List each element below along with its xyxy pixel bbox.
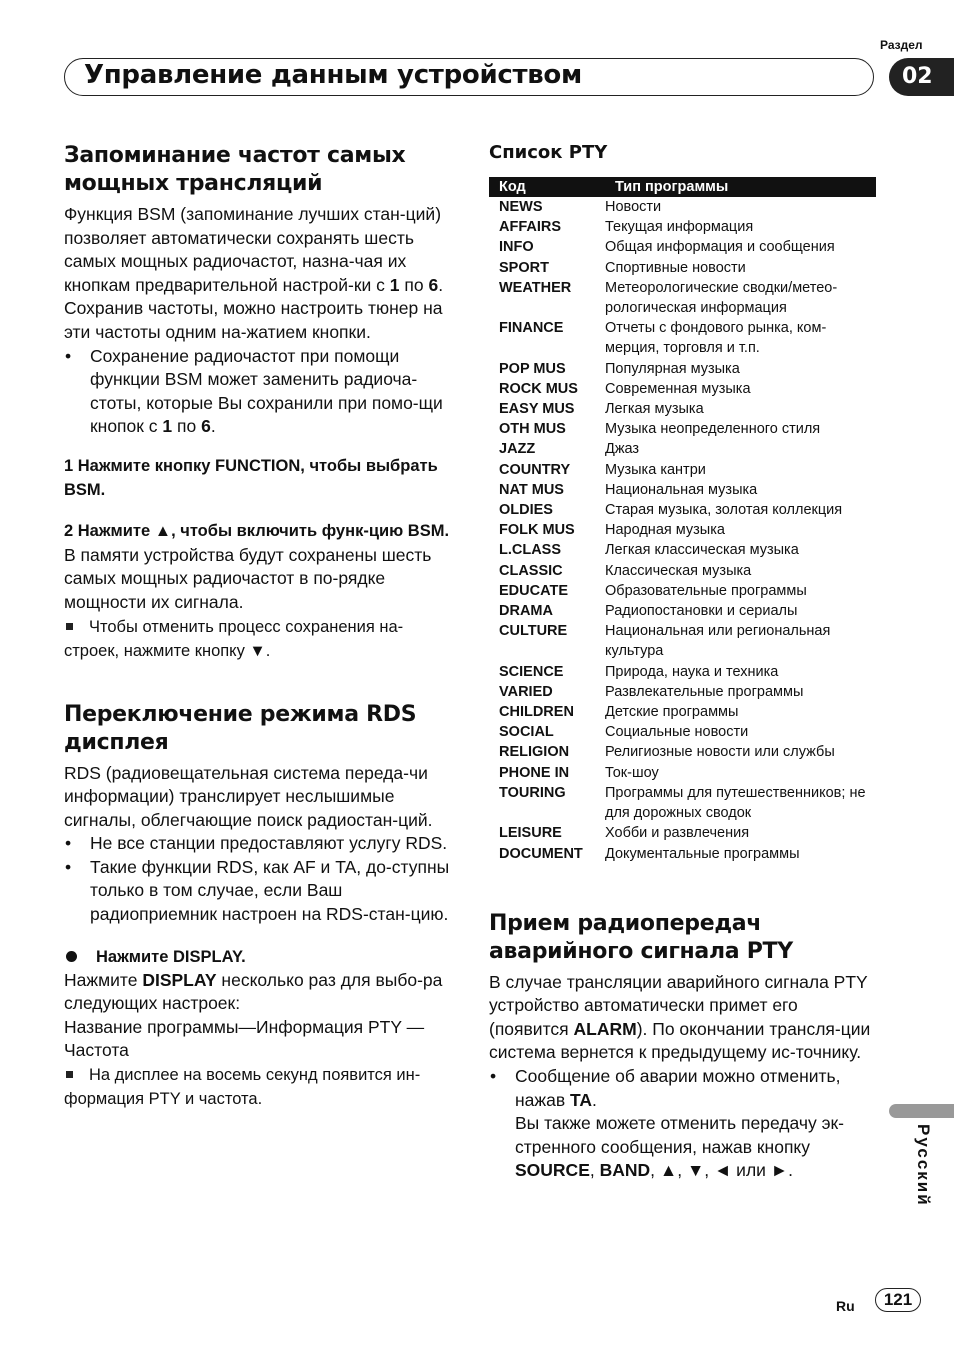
bsm-step-2-text: В памяти устройства будут сохранены шесть самых мощных радиочастот в по-рядке мощности их сигнала.	[64, 544, 432, 612]
pty-code: FINANCE	[499, 320, 564, 337]
table-row	[489, 783, 876, 823]
pty-code: SPORT	[499, 259, 549, 276]
table-row	[489, 217, 876, 237]
pty-type: Джаз	[605, 441, 640, 458]
table-row	[489, 439, 876, 459]
pty-type: Национальная или региональная культура	[605, 623, 831, 660]
table-row	[489, 601, 876, 621]
rds-heading: Переключение режима RDS дисплея	[64, 701, 417, 755]
rds-step-text: Нажмите DISPLAY несколько раз для выбо-ра следующих настроек:	[64, 969, 443, 1014]
table-row	[489, 763, 876, 783]
pty-list-heading: Список PTY	[489, 142, 608, 163]
table-row	[489, 258, 876, 278]
pty-code: WEATHER	[499, 279, 572, 296]
pty-type: Метеорологические сводки/метео-рологическая информация	[605, 279, 838, 317]
alarm-bullets	[489, 1065, 876, 1183]
pty-code: RELIGION	[499, 744, 570, 761]
pty-code: VARIED	[499, 683, 553, 700]
table-row	[489, 480, 876, 500]
list-item: • Сохранение радиочастот при помощи функции BSM может заменить радиоча-стоты, которые Вы сохранили при помо-щи кнопок с 1 по 6.	[64, 345, 456, 439]
page-number: 121	[875, 1288, 921, 1312]
pty-code: SOCIAL	[499, 724, 554, 741]
table-row	[489, 359, 876, 379]
pty-code: CHILDREN	[499, 704, 574, 721]
pty-type: Общая информация и сообщения	[605, 239, 835, 256]
pty-code: L.CLASS	[499, 542, 562, 559]
pty-type: Классическая музыка	[605, 562, 752, 579]
table-row	[489, 197, 876, 217]
pty-type: Социальные новости	[605, 724, 749, 741]
pty-code: FOLK MUS	[499, 522, 575, 539]
pty-type: Музыка кантри	[605, 461, 706, 478]
pty-type: Документальные программы	[605, 845, 800, 862]
pty-code: AFFAIRS	[499, 219, 562, 236]
pty-type: Программы для путешественников; не для дорожных сводок	[605, 784, 866, 822]
pty-code: ROCK MUS	[499, 380, 578, 397]
pty-code: OTH MUS	[499, 421, 566, 438]
table-row	[489, 844, 876, 864]
pty-code: EDUCATE	[499, 582, 569, 599]
rds-options: Название программы—Информация PTY —Частота	[64, 1016, 425, 1061]
pty-code: TOURING	[499, 784, 566, 801]
table-row	[489, 460, 876, 480]
table-row	[489, 379, 876, 399]
pty-code: NAT MUS	[499, 481, 564, 498]
pty-code: JAZZ	[499, 441, 536, 458]
pty-type: Образовательные программы	[605, 582, 807, 599]
pty-code: COUNTRY	[499, 461, 571, 478]
right-column	[489, 142, 876, 1183]
pty-type: Ток-шоу	[605, 764, 659, 781]
pty-type: Национальная музыка	[605, 481, 758, 498]
table-row	[489, 702, 876, 722]
pty-type: Старая музыка, золотая коллекция	[605, 502, 843, 519]
rds-intro: RDS (радиовещательная система переда-чи информации) транслирует неслышимые сигналы, облегчающие поиск радиостан-ций.	[64, 762, 433, 830]
section-label: Раздел	[880, 38, 923, 52]
pty-type: Религиозные новости или службы	[605, 744, 835, 761]
table-row	[489, 500, 876, 520]
pty-type: Текущая информация	[605, 219, 754, 236]
pty-table-body	[489, 197, 876, 864]
pty-code: PHONE IN	[499, 764, 570, 781]
column-header-code: Код	[489, 177, 605, 197]
table-row	[489, 419, 876, 439]
pty-code: CLASSIC	[499, 562, 563, 579]
table-row	[489, 237, 876, 257]
table-row	[489, 278, 876, 318]
pty-type: Новости	[605, 199, 662, 215]
pty-code: DRAMA	[499, 603, 553, 620]
table-row	[489, 621, 876, 661]
language-tab	[889, 1104, 954, 1118]
pty-code: NEWS	[499, 199, 543, 215]
language-label: Русский	[914, 1124, 933, 1207]
table-row	[489, 682, 876, 702]
pty-type: Народная музыка	[605, 522, 725, 539]
table-header-row	[489, 177, 876, 197]
pty-code: POP MUS	[499, 360, 566, 377]
bsm-bullets	[64, 345, 456, 439]
alarm-heading: Прием радиопередач аварийного сигнала PTY	[489, 910, 793, 964]
left-column	[64, 142, 456, 1111]
pty-type: Развлекательные программы	[605, 683, 804, 700]
pty-code: DOCUMENT	[499, 845, 583, 862]
bsm-step-2: 2 Нажмите ▲, чтобы включить функ-цию BSM.	[64, 522, 450, 541]
bsm-note: Чтобы отменить процесс сохранения на-строек, нажмите кнопку ▼.	[64, 615, 456, 663]
pty-code: CULTURE	[499, 623, 568, 640]
table-row	[489, 318, 876, 358]
table-row	[489, 581, 876, 601]
list-item: • Не все станции предоставляют услугу RDS.	[64, 832, 456, 856]
pty-table	[489, 177, 876, 864]
table-row	[489, 399, 876, 419]
bsm-intro: Функция BSM (запоминание лучших стан-ций) позволяет автоматически сохранять шесть самых мощных радиочастот, назна-чая их кнопкам предварительной настрой-ки с 1 по 6. Сохранив частоты, можно настроить тюнер на эти частоты одним на-жатием кнопки.	[64, 204, 444, 342]
table-row	[489, 520, 876, 540]
bsm-heading: Запоминание частот самых мощных трансляций	[64, 143, 406, 196]
pty-type: Природа, наука и техника	[605, 663, 779, 680]
pty-code: INFO	[499, 239, 534, 256]
pty-type: Спортивные новости	[605, 259, 746, 276]
table-row	[489, 540, 876, 560]
list-item: • Сообщение об аварии можно отменить, нажав TA. Вы также можете отменить передачу эк-стренного сообщения, нажав кнопку SOURCE, BAND, ▲, ▼, ◄ или ►.	[489, 1065, 876, 1183]
rds-note: На дисплее на восемь секунд появится ин-формация PTY и частота.	[64, 1063, 456, 1111]
rds-step: Нажмите DISPLAY.	[64, 945, 456, 969]
pty-code: EASY MUS	[499, 401, 575, 418]
table-row	[489, 561, 876, 581]
pty-type: Радиопостановки и сериалы	[605, 603, 798, 620]
pty-type: Музыка неопределенного стиля	[605, 421, 821, 438]
pty-type: Отчеты с фондового рынка, ком-мерция, торговля и т.п.	[605, 320, 827, 357]
page-title: Управление данным устройством	[84, 60, 582, 90]
table-row	[489, 662, 876, 682]
pty-code: OLDIES	[499, 502, 553, 519]
bsm-step-1: 1 Нажмите кнопку FUNCTION, чтобы выбрать BSM.	[64, 456, 438, 499]
column-header-type: Тип программы	[605, 177, 876, 197]
footer-language: Ru	[836, 1298, 855, 1314]
pty-code: SCIENCE	[499, 663, 564, 680]
list-item: • Такие функции RDS, как AF и TA, до-ступны только в том случае, если Ваш радиоприемник настроен на RDS-стан-цию.	[64, 856, 456, 927]
pty-type: Хобби и развлечения	[605, 825, 750, 842]
pty-type: Легкая классическая музыка	[605, 542, 799, 559]
pty-type: Детские программы	[605, 704, 739, 721]
pty-type: Современная музыка	[605, 380, 751, 397]
pty-type: Популярная музыка	[605, 360, 740, 377]
rds-bullets	[64, 832, 456, 926]
alarm-intro: В случае трансляции аварийного сигнала PTY устройство автоматически примет его (появится ALARM). По окончании трансля-ции система вернется к предыдущему ис-точнику.	[489, 971, 871, 1063]
table-row	[489, 823, 876, 843]
pty-type: Легкая музыка	[605, 401, 704, 418]
table-row	[489, 722, 876, 742]
pty-code: LEISURE	[499, 825, 562, 842]
table-row	[489, 742, 876, 762]
section-number-badge: 02	[889, 58, 954, 96]
